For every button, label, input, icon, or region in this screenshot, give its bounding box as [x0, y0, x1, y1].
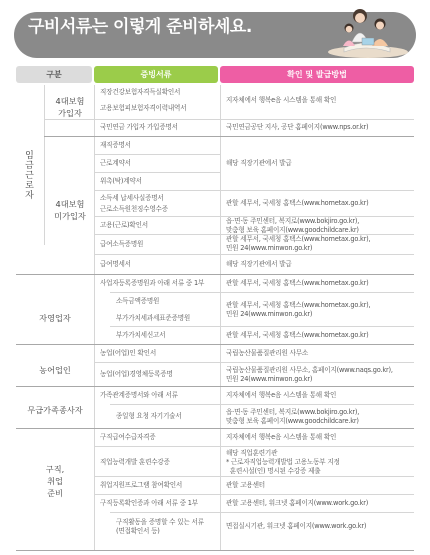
header-documents: 증빙서류: [94, 66, 218, 83]
method-hometax-minwon: 관할 세무서, 국세청 홈택스(www.hometax.go.kr), 민원 24(www.minwon.go.kr): [226, 235, 371, 252]
category-self-employed: 자영업자: [39, 313, 71, 323]
doc-family-relation: 가족관계증명서와 아래 서류: [100, 391, 178, 399]
doc-farm-registration: 농업(어업)경영체등록증명: [100, 370, 173, 378]
row-divider: [110, 326, 414, 327]
section-divider: [44, 136, 414, 137]
doc-income-amount: 소득금액증명원: [116, 297, 160, 305]
method-interview-worknet: 면접실시기관, 워크넷 홈페이지(www.work.go.kr): [226, 522, 367, 530]
doc-farmer-confirmation: 농업(어업)인 확인서: [100, 349, 156, 357]
method-naqs-minwon: 국립농산물품질관리원 사무소, 홈페이지(www.naqs.go.kr), 민원 24(www.minwon.go.kr): [226, 366, 393, 383]
method-happy-eum-family: 지자체에서 행복e음 시스템을 통해 확인: [226, 391, 337, 399]
doc-commission-contract: 위촉(탁)계약서: [100, 177, 142, 185]
category-family-worker: 무급가족종사자: [27, 405, 83, 415]
row-divider: [110, 292, 414, 293]
category-uninsured: 4대보험 미가입자: [54, 199, 86, 221]
doc-vat-return: 부가가치세신고서: [116, 331, 166, 339]
category-farmer: 농어업인: [39, 365, 71, 375]
column-divider: [44, 85, 45, 245]
row-divider: [94, 446, 414, 447]
doc-salary-income: 급여소득증명원: [100, 240, 144, 248]
section-divider: [16, 344, 414, 345]
method-hometax: 관할 세무서, 국세청 홈택스(www.hometax.go.kr): [226, 199, 369, 207]
row-divider: [44, 119, 414, 120]
doc-job-seeking-benefit: 구직급여수급자격증: [100, 433, 156, 441]
header-method: 확인 및 발급방법: [220, 66, 414, 83]
row-divider: [94, 172, 220, 173]
method-bokjiro-family: 읍·면·동 주민센터, 복지로(www.bokjiro.go.kr), 맞춤형 보육 홈페이지(www.goodchildcare.kr): [226, 408, 360, 425]
row-divider: [94, 362, 414, 363]
doc-payslip: 급여명세서: [100, 260, 131, 268]
method-hometax-business: 관할 세무서, 국세청 홈택스(www.hometax.go.kr): [226, 279, 369, 287]
method-nps: 국민연금공단 지사, 공단 홈페이지(www.nps.or.kr): [226, 123, 369, 131]
doc-withholding-receipt: 근로소득원천징수영수증: [100, 205, 168, 213]
method-naqs-office: 국립농산물품질관리원 사무소: [226, 349, 309, 357]
doc-vat-standard: 부가가치세과세표준증명원: [116, 314, 191, 322]
doc-health-insurance: 직장건강보험자격득실확인서: [100, 88, 181, 96]
row-divider: [94, 154, 220, 155]
category-employee: 임금근로자: [23, 150, 33, 200]
family-reading-illustration: [318, 2, 414, 58]
method-employment-center: 관할 고용센터: [226, 481, 265, 489]
doc-employment-certificate: 재직증명서: [100, 141, 131, 149]
row-divider: [94, 190, 414, 191]
method-hometax-minwon-self: 관할 세무서, 국세청 홈택스(www.hometax.go.kr), 민원 24(www.minwon.go.kr): [226, 301, 371, 318]
method-happy-eum: 지자체에서 행복e음 시스템을 통해 확인: [226, 96, 337, 104]
section-divider: [16, 428, 414, 429]
column-divider: [220, 85, 221, 551]
method-worknet: 관할 고용센터, 워크넷 홈페이지(www.work.go.kr): [226, 499, 369, 507]
row-divider: [94, 494, 414, 495]
doc-labor-contract: 근로계약서: [100, 159, 131, 167]
section-divider: [16, 274, 414, 275]
method-training-institution: 해당 직업훈련기관 * 근로자직업능력개발법 고용노동부 지정 훈련시설(인) 명시된 수강증 제출: [226, 449, 340, 475]
row-divider: [94, 476, 414, 477]
doc-job-activity-proof: 구직활동을 증명할 수 있는 서류 (면접확인서 등): [116, 518, 204, 535]
doc-job-registration: 구직등록확인증과 아래 서류 중 1부: [100, 499, 198, 507]
method-workplace-payslip: 해당 직장기관에서 발급: [226, 260, 292, 268]
header-category: 구분: [16, 66, 92, 83]
method-workplace: 해당 직장기관에서 발급: [226, 159, 292, 167]
row-divider: [110, 404, 414, 405]
method-bokjiro: 읍·면·동 주민센터, 복지로(www.bokjiro.go.kr), 맞춤형 보육 홈페이지(www.goodchildcare.kr): [226, 217, 360, 234]
doc-national-pension: 국민연금 가입자 가입증명서: [100, 123, 178, 131]
doc-self-statement: 종일형 요청 자기기술서: [116, 412, 182, 420]
doc-tax-payment: 소득세 납세사실증명서: [100, 194, 164, 202]
doc-business-registration: 사업자등록증명원과 아래 서류 중 1부: [100, 279, 205, 287]
row-divider: [110, 512, 414, 513]
method-hometax-vat: 관할 세무서, 국세청 홈택스(www.hometax.go.kr): [226, 331, 369, 339]
doc-employment-insurance: 고용보험피보험자격이력내역서: [100, 104, 187, 112]
table-bottom-rule: [16, 550, 414, 551]
page-title: 구비서류는 이렇게 준비하세요.: [28, 17, 252, 37]
doc-employment-program: 취업지원프로그램 참여확인서: [100, 481, 183, 489]
category-job-seeker: 구직, 취업 준비: [45, 464, 65, 498]
method-happy-eum-job: 지자체에서 행복e음 시스템을 통해 확인: [226, 433, 337, 441]
doc-employment-confirmation: 고용(근로)확인서: [100, 221, 148, 229]
category-insured: 4대보험 가입자: [55, 96, 85, 118]
doc-training-certificate: 직업능력개발 훈련수강증: [100, 458, 170, 466]
section-divider: [16, 386, 414, 387]
row-divider: [94, 254, 414, 255]
